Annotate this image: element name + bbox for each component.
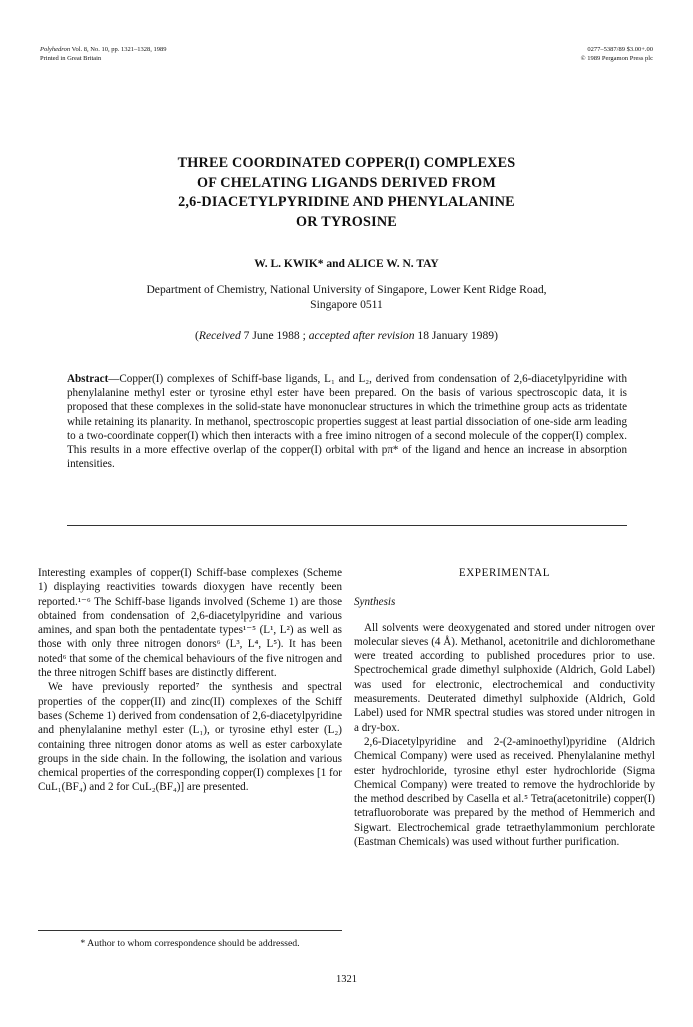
received-dates: (Received 7 June 1988 ; accepted after revision 18 January 1989) [195,329,498,342]
abstract-label: Abstract [67,373,109,385]
copyright-line: © 1989 Pergamon Press plc [580,54,653,62]
printed-in: Printed in Great Britain [40,54,102,62]
title-line: OR TYROSINE [296,213,397,230]
corresponding-author-marker: * [317,258,324,270]
abstract [67,372,627,471]
right-column [354,566,655,849]
subsection-heading: Synthesis [354,596,396,609]
accepted-label: accepted after revision [308,329,415,342]
issn-price: 0277–5387/89 $3.00+.00 [587,46,653,53]
journal-citation: Vol. 8, No. 10, pp. 1321–1328, 1989 [71,46,167,53]
abstract-divider [67,525,627,526]
accepted-date: 18 January 1989) [414,329,498,342]
title-line: OF CHELATING LIGANDS DERIVED FROM [196,174,497,191]
affiliation-line: Singapore 0511 [310,298,383,311]
body-paragraph: All solvents were deoxygenated and stored under nitrogen over molecular sieves (4 Å). Methanol, acetonitrile and dichloromethane were treated according to published procedures prior to use. Spectrochemical grade dimethyl sulphoxide (Aldrich, Gold Label) was used for electronic, electrochemical and conductivity measurements. Deuterated dimethyl sulphoxide (Aldrich, Gold Label) used for NMR spectral studies was stored under nitrogen in a dry-box. [354,621,655,734]
author-name: and ALICE W. N. TAY [323,258,439,270]
title-line: 2,6-DIACETYLPYRIDINE AND PHENYLALANINE [178,194,515,210]
affiliation-line: Department of Chemistry, National University of Singapore, Lower Kent Ridge Road, [146,283,547,296]
affiliation [70,282,623,312]
running-header-left [40,46,166,63]
abstract-text: —Copper(I) complexes of Schiff-base ligands, L₁ and L₂, derived from condensation of 2,6-diacetylpyridine with phenylalanine methyl ester or tyrosine ethyl ester have been prepared. On the basis of various spectroscopic data, it is proposed that these complexes in the solid-state have mononuclear structures in which the trimethine group acts as tridentate while retaining its planarity. In methanol, spectroscopic properties suggest at least partial dissociation of one-side arm leading to a two-coordinate copper(I) which then interacts with a free imino nitrogen of a second molecule of the copper(I) complex. This results in a more effective overlap of the copper(I) orbital with pπ* of the ligand and hence an increase in absorption intensities. [67,373,627,471]
section-heading: EXPERIMENTAL [458,567,551,579]
running-header-right [581,46,653,63]
body-paragraph: 2,6-Diacetylpyridine and 2-(2-aminoethyl)pyridine (Aldrich Chemical Company) were used as received. Phenylalanine methyl ester hydrochloride, tyrosine ethyl ester hydrochloride (Sigma Chemical Company) were treated to remove the hydrochloride by the method described by Casella et al.⁵ Tetra(acetonitrile) copper(I) tetrafluoroborate was prepared by the method of Hemmerich and Sigwart. Electrochemical grade tetraethylammonium perchlorate (Eastman Chemicals) was used without further purification. [354,735,655,849]
footnote-divider [38,930,342,931]
page-number: 1321 [336,974,357,985]
title-line: THREE COORDINATED COPPER(I) COMPLEXES [177,155,516,171]
received-label: Received [198,329,241,342]
author-list [0,258,693,270]
footnote: * Author to whom correspondence should be addressed. [80,938,300,949]
body-paragraph: We have previously reported⁷ the synthesis and spectral properties of the copper(II) and zinc(II) complexes of the Schiff bases (Scheme 1) derived from condensation of 2,6-diacetylpyridine and phenylalanine methyl ester (L₁), or tyrosine ethyl ester (L₂) containing three nitrogen donor atoms as well as ester carboxylate groups in the side chain. In the following, the isolation and various chemical properties of the corresponding copper(I) complexes [1 for CuL₁(BF₄) and 2 for CuL₂(BF₄)] are presented. [38,681,342,794]
body-paragraph: Interesting examples of copper(I) Schiff-base complexes (Scheme 1) displaying reactivities towards dioxygen have recently been reported.¹⁻⁶ The Schiff-base ligands involved (Scheme 1) are those obtained from condensation of 2,6-diacetylpyridine and various amines, and span both the pentadentate types¹⁻⁵ (L¹, L²) as well as those with only three nitrogen donors⁶ (L³, L⁴, L⁵). It has been noted⁶ that some of the chemical behaviours of the five nitrogen and the three nitrogen Schiff bases are distinctly different. [38,567,342,680]
author-name: W. L. KWIK [254,258,318,270]
journal-name: Polyhedron [40,46,71,53]
left-column [38,566,342,795]
article-title [0,154,693,232]
received-date: 7 June 1988 ; [240,329,309,342]
